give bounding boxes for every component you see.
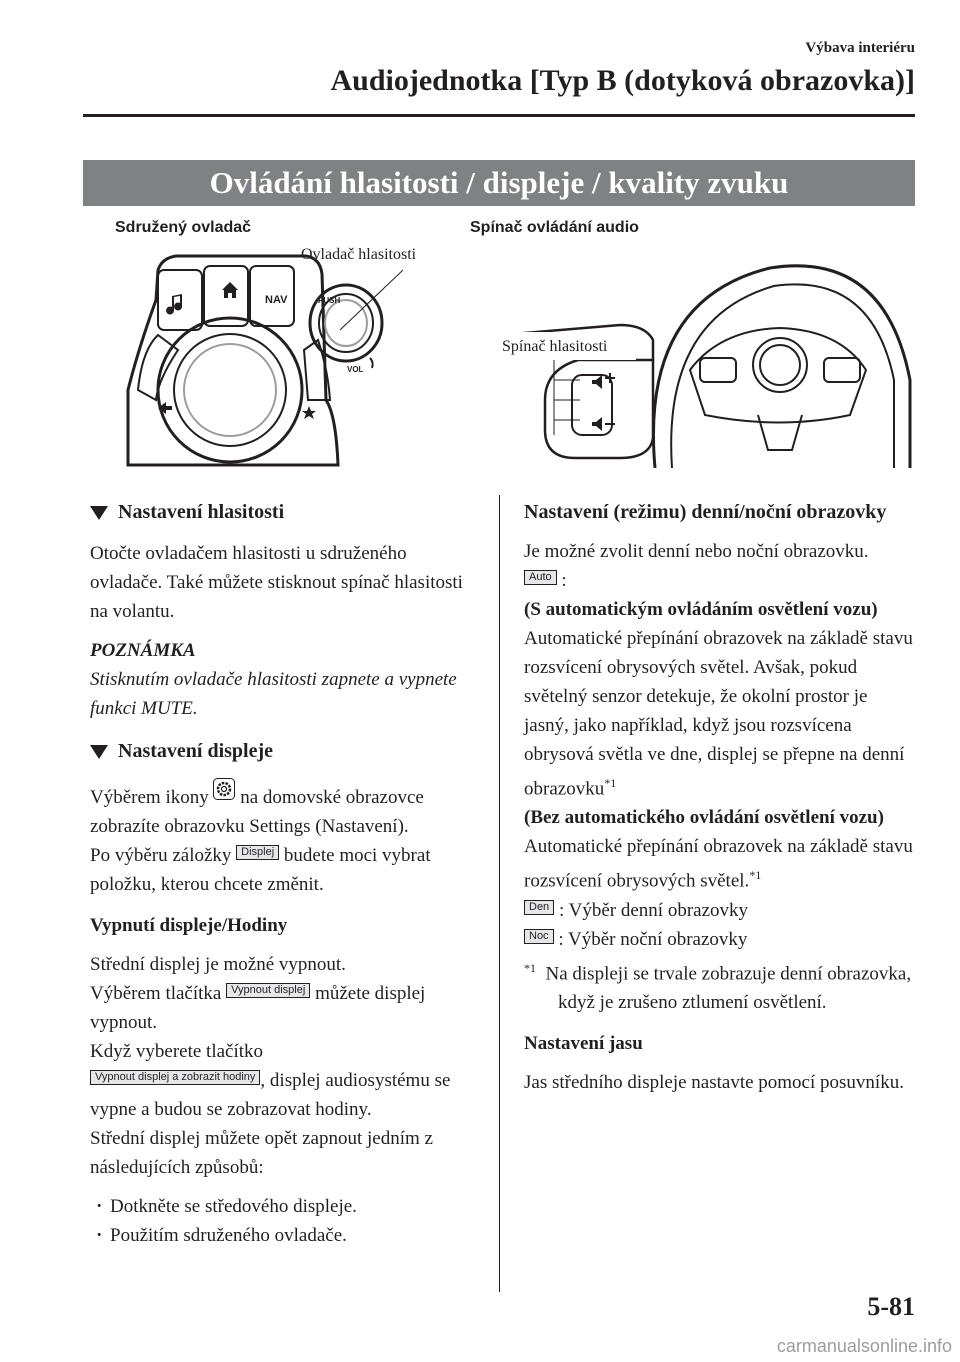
off-text-6: Střední displej můžete opět zapnout jedním z následujících způsobů:	[90, 1128, 433, 1178]
volume-text: Otočte ovladačem hlasitosti u sdruženého ovladače. Také můžete stisknout spínač hlasitosti na volantu.	[90, 543, 463, 622]
brightness-text: Jas středního displeje nastavte pomocí posuvníku.	[524, 1071, 904, 1093]
auto-without-text: Automatické přepínání obrazovek na základě stavu rozsvícení obrysových světel.$^{*1}$	[524, 836, 913, 892]
triangle-icon	[90, 745, 108, 759]
section-label: Výbava interiéru	[805, 40, 915, 56]
header-rule	[83, 114, 915, 117]
settings-gear-icon	[213, 778, 235, 800]
footnote: $^{*1}$ Na displeji se trvale zobrazuje denní obrazovka, když je zrušeno ztlumení osvětlení.	[524, 960, 912, 1013]
day-line: Den : Výběr denní obrazovky	[524, 896, 916, 925]
list-item: · Dotkněte se středového displeje.	[90, 1192, 480, 1221]
auto-line: Auto :	[524, 566, 916, 595]
auto-with-text: Automatické přepínání obrazovek na základě stavu rozsvícení obrysových světel. Avšak, pokud světelný senzor detekuje, že okolní prostor je jasný, jako například, když jsou rozsvícena obrysová světla ve dne, displej se přepne na denní obrazovku$^{*1}$	[524, 628, 913, 800]
callout-volume-knob: Ovladač hlasitosti	[301, 246, 417, 263]
section-banner: Ovládání hlasitosti / displeje / kvality zvuku	[83, 160, 915, 206]
callout-volume-switch: Spínač hlasitosti	[502, 338, 608, 355]
figure-caption-commander: Sdružený ovladač	[115, 219, 252, 236]
column-divider	[499, 495, 500, 1292]
heading-brightness: Nastavení jasu	[524, 1032, 643, 1054]
note-text: Stisknutím ovladače hlasitosti zapnete a vypnete funkci MUTE.	[90, 669, 457, 719]
day-night-text: Je možné zvolit denní nebo noční obrazovku.	[524, 541, 869, 562]
off-text-4: Když vyberete tlačítko	[90, 1041, 264, 1062]
auto-button: Auto	[524, 570, 557, 585]
night-button: Noc	[524, 929, 554, 944]
display-off-button: Vypnout displej	[226, 983, 310, 998]
display-tab-text: Po výběru záložky Displej budete moci vybrat položku, kterou chcete změnit.	[90, 845, 431, 895]
label-nav: NAV	[265, 294, 288, 306]
heading-volume: Nastavení hlasitosti	[90, 498, 480, 527]
commander-control-illustration	[118, 240, 448, 475]
display-off-clock-button: Vypnout displej a zobrazit hodiny	[90, 1070, 260, 1085]
tab-display-button: Displej	[236, 845, 279, 860]
figure-caption-steering: Spínač ovládání audio	[470, 219, 639, 236]
page-title: Audiojednotka [Typ B (dotyková obrazovka)]	[330, 64, 915, 97]
off-text-2: Výběrem tlačítka Vypnout displej můžete displej vypnout.	[90, 983, 426, 1033]
night-line: Noc : Výběr noční obrazovky	[524, 925, 916, 954]
bullet-list	[90, 1192, 480, 1250]
watermark-site: carmanualsonline.info	[776, 1336, 952, 1356]
page-number: 5-81	[867, 1292, 915, 1321]
label-push: PUSH	[318, 296, 341, 305]
off-text-1: Střední displej je možné vypnout.	[90, 954, 346, 975]
label-vol: VOL	[347, 365, 364, 374]
steering-wheel-illustration	[490, 240, 915, 468]
display-text: Výběrem ikony na domovské obrazovce zobrazíte obrazovku Settings (Nastavení).	[90, 778, 480, 841]
heading-auto-with: (S automatickým ovládáním osvětlení vozu)	[524, 599, 878, 620]
right-column	[524, 498, 916, 1097]
heading-display-off: Vypnutí displeje/Hodiny	[90, 915, 288, 936]
note-title: POZNÁMKA	[90, 640, 196, 661]
left-column	[90, 498, 480, 1250]
triangle-icon	[90, 506, 108, 520]
off-text-5: Vypnout displej a zobrazit hodiny , displej audiosystému se vypne a budou se zobrazovat hodiny.	[90, 1070, 451, 1120]
heading-auto-without: (Bez automatického ovládání osvětlení vozu)	[524, 807, 884, 829]
list-item: · Použitím sdruženého ovladače.	[90, 1221, 480, 1250]
heading-day-night: Nastavení (režimu) denní/noční obrazovky	[524, 501, 887, 523]
day-button: Den	[524, 900, 554, 915]
heading-display: Nastavení displeje	[90, 737, 480, 766]
